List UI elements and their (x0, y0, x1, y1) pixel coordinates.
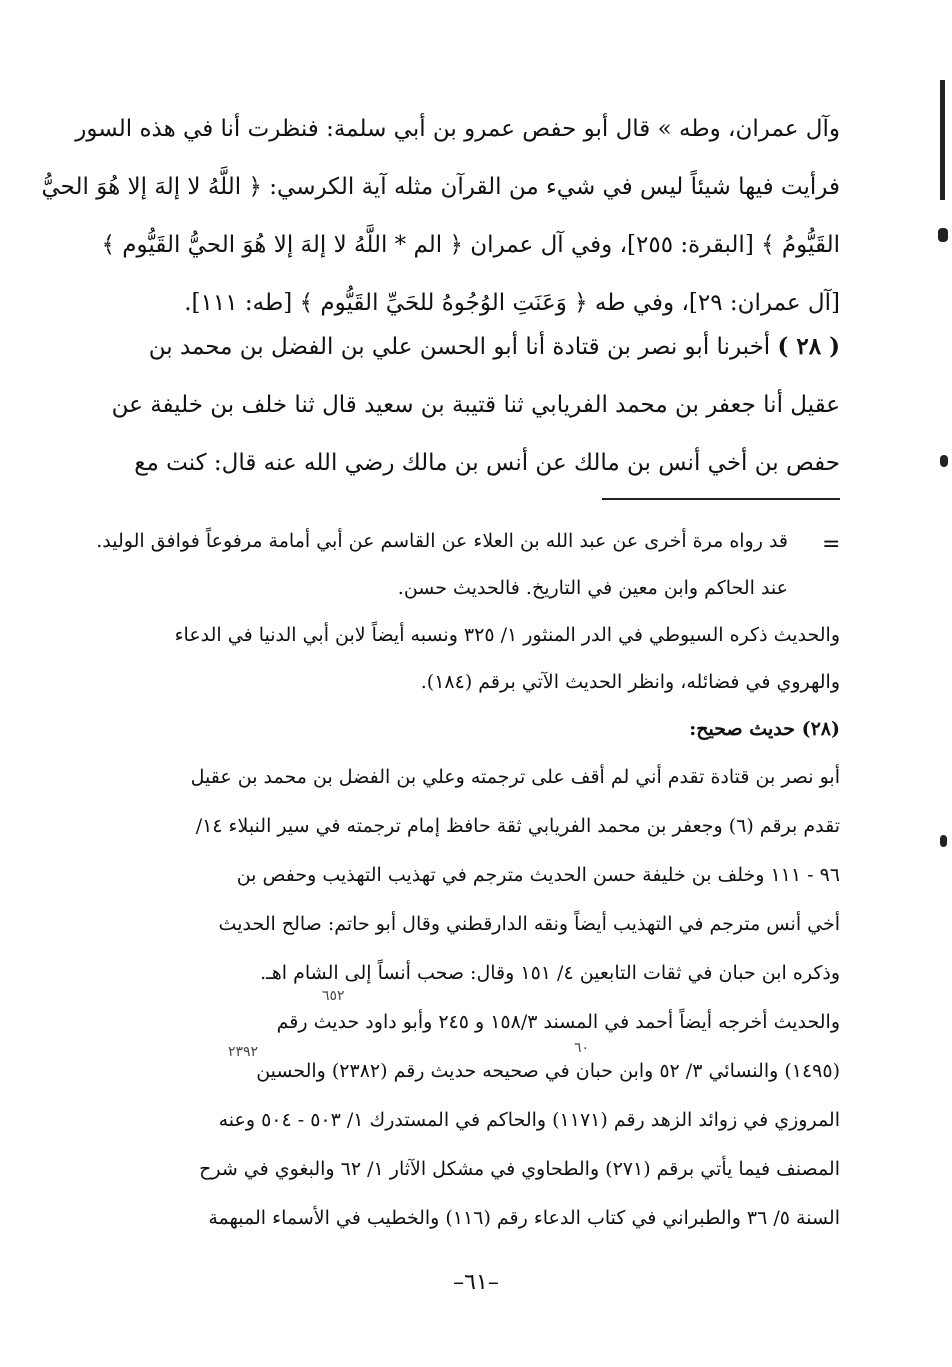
handwritten-note: ٦٠ (574, 1040, 590, 1056)
footnote-separator (602, 498, 840, 500)
handwritten-note: ٢٣٩٢ (228, 1044, 259, 1060)
footnote-continuation (96, 518, 788, 612)
main-text-line: [آل عمران: ٢٩]، وفي طه ﴿ وَعَنَتِ الوُجُوهُ للحَيِّ القَيُّوم ﴾ [طه: ١١١]. (184, 290, 840, 316)
hadith-first-line (128, 318, 840, 376)
page-edge-mark (940, 80, 945, 200)
page-edge-mark (940, 455, 948, 467)
page-number: –٦١– (453, 1270, 499, 1295)
page-edge-mark (940, 835, 947, 847)
hadith-number: ( ٢٨ ) (777, 333, 840, 360)
hadith-line: حفص بن أخي أنس بن مالك عن أنس بن مالك رضي الله عنه قال: كنت مع (134, 450, 840, 476)
hadith-text: أخبرنا أبو نصر بن قتادة أنا أبو الحسن علي بن الفضل بن محمد بن (148, 334, 771, 360)
hadith-paragraph (111, 318, 840, 492)
footnote-line: (١٤٩٥) والنسائي ٣/ ٥٢ وابن حبان في صحيحه حديث رقم (٢٣٨٢) والحسين (256, 1060, 840, 1082)
footnote-line: ٩٦ - ١١١ وخلف بن خليفة حسن الحديث مترجم في تهذيب التهذيب وحفص بن (236, 864, 840, 886)
main-text (41, 100, 840, 332)
footnote-continuation-mark: = (822, 532, 841, 557)
hadith-line: عقيل أنا جعفر بن محمد الفريابي ثنا قتيبة بن سعيد قال ثنا خلف بن خليفة عن (111, 392, 840, 418)
footnote-line: المصنف فيما يأتي برقم (٢٧١) والطحاوي في مشكل الآثار ١/ ٦٢ والبغوي في شرح (199, 1158, 840, 1180)
page-edge-mark (938, 228, 948, 242)
footnote-28 (128, 706, 840, 1243)
main-text-line: وآل عمران، وطه » قال أبو حفص عمرو بن أبي سلمة: فنظرت أنا في هذه السور (75, 116, 840, 142)
footnote-line: المروزي في زوائد الزهد رقم (١١٧١) والحاكم في المستدرك ١/ ٥٠٣ - ٥٠٤ وعنه (218, 1109, 840, 1131)
main-text-line: فرأيت فيها شيئاً ليس في شيء من القرآن مثله آية الكرسي: ﴿ اللَّهُ لا إلهَ إلا هُوَ الحيُّ (41, 174, 840, 200)
footnote-line: قد رواه مرة أخرى عن عبد الله بن العلاء عن القاسم عن أبي أمامة مرفوعاً فوافق الوليد. (96, 530, 788, 552)
footnote-line: والحديث ذكره السيوطي في الدر المنثور ١/ ٣٢٥ ونسبه أيضاً لابن أبي الدنيا في الدعاء (174, 624, 840, 646)
main-text-line: القَيُّومُ ﴾ [البقرة: ٢٥٥]، وفي آل عمران ﴿ الم * اللَّهُ لا إلهَ إلا هُوَ الحيُّ القَيُّوم ﴾ (101, 232, 840, 258)
footnote-heading: (٢٨) حديث صحيح: (689, 718, 840, 740)
handwritten-note: ٦٥٢ (322, 988, 345, 1004)
footnote-line: تقدم برقم (٦) وجعفر بن محمد الفريابي ثقة حافظ إمام ترجمته في سير النبلاء ١٤/ (195, 815, 840, 837)
footnote-line: والحديث أخرجه أيضاً أحمد في المسند ١٥٨/٣ و ٢٤٥ وأبو داود حديث رقم (276, 1011, 840, 1033)
footnote-continuation-2 (128, 612, 840, 706)
footnote-line: السنة ٥/ ٣٦ والطبراني في كتاب الدعاء رقم (١١٦) والخطيب في الأسماء المبهمة (208, 1207, 840, 1229)
footnote-line: أبو نصر بن قتادة تقدم أني لم أقف على ترجمته وعلي بن الفضل بن محمد بن عقيل (190, 766, 840, 788)
footnote-line: أخي أنس مترجم في التهذيب أيضاً ونقه الدارقطني وقال أبو حاتم: صالح الحديث (218, 913, 840, 935)
footnote-line: عند الحاكم وابن معين في التاريخ. فالحديث حسن. (397, 577, 788, 599)
footnote-line: والهروي في فضائله، وانظر الحديث الآتي برقم (١٨٤). (420, 671, 840, 693)
footnote-line: وذكره ابن حبان في ثقات التابعين ٤/ ١٥١ وقال: صحب أنساً إلى الشام اهـ. (260, 962, 840, 984)
